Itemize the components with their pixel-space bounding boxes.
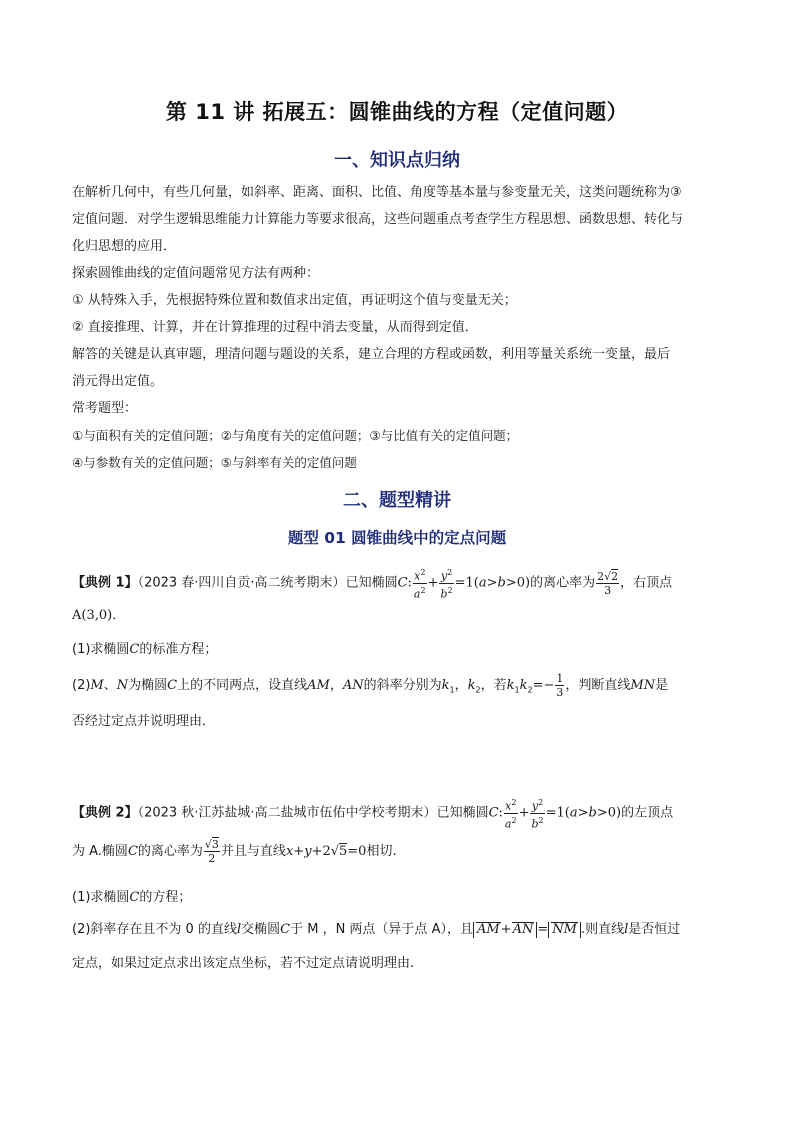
fraction-x2-a2: $\frac{x^2}{a^2}$ [413,568,426,601]
section-heading-knowledge: 一、知识点归纳 [334,150,460,171]
fraction-one-third: $\frac{1}{3}$ [556,672,564,699]
subheading-type-01: 题型 01 圆锥曲线中的定点问题 [287,529,507,547]
eccentricity-2sqrt2-over-3: $\frac{2√2}{3}$ [597,569,619,597]
vector-sum-magnitude: AM+AN [473,922,537,938]
intro-line-7: 解答的关键是认真审题，理清问题与题设的关系，建立合理的方程或函数，利用等量关系统一变量，最后 [72,347,671,362]
example2-question2-cont: 定点，如果过定点求出该定点坐标，若不过定点请说明理由. [72,956,415,971]
intro-line-1: 在解析几何中，有些几何量，如斜率、距离、面积、比值、角度等基本量与参变量无关，这类问题统称为③ [72,185,682,200]
ellipse-equation-rhs: =1(a>b>0) [454,575,531,591]
intro-line-3: 化归思想的应用． [72,239,177,254]
intro-line-10: ①与面积有关的定值问题；②与角度有关的定值问题；③与比值有关的定值问题； [72,428,519,443]
page-title: 第 11 讲 拓展五：圆锥曲线的方程（定值问题） [165,100,629,124]
example1-label: 【典例 1】 [72,575,138,591]
example2-source: （2023 秋·江苏盐城·高二盐城市伍佑中学校考期末） [137,805,437,821]
intro-line-9: 常考题型： [72,401,138,416]
example1-line2: A(3,0)． [72,608,126,623]
example1-question2-cont: 否经过定点并说明理由． [72,714,216,729]
intro-line-2: 定值问题．对学生逻辑思维能力计算能力等要求很高，这些问题重点考查学生方程思想、函数思想、转化与 [72,212,684,227]
intro-line-4: 探索圆锥曲线的定值问题常见方法有两种： [72,266,320,281]
example1-line1: 【典例 1】（2023 春·四川自贡·高二统考期末）已知椭圆C: $\frac{x^2}{a^2}$ + $\frac{y^2}{b^2}$ =1(a>b>0)的离心率为 $\frac{2√2}{3}$ ，右顶点 [72,568,673,601]
example1-question1: (1)求椭圆C的标准方程； [72,642,218,657]
example1-source: （2023 春·四川自贡·高二统考期末） [137,575,346,591]
fraction-y2-b2: $\frac{y^2}{b^2}$ [440,568,453,601]
right-vertex: A(3,0) [72,608,113,623]
example2-question1: (1)求椭圆C的方程； [72,890,192,905]
ellipse-c-symbol: C [397,575,408,591]
vector-mn-magnitude: NM [548,922,581,938]
intro-line-8: 消元得出定值。 [72,374,164,389]
example2-question2: (2)斜率存在且不为 0 的直线l交椭圆C于 M ，N 两点（异于点 A），且 AM+AN = NM .则直线l是否恒过 [72,922,681,937]
section-heading-types: 二、题型精讲 [343,490,451,511]
example2-line2: 为 A.椭圆C的离心率为 $\frac{√3}{2}$ 并且与直线x+y+2√5=0相切. [72,838,397,865]
eccentricity-sqrt3-over-2: $\frac{√3}{2}$ [204,838,219,865]
example2-line1: 【典例 2】（2023 秋·江苏盐城·高二盐城市伍佑中学校考期末）已知椭圆C: $\frac{x^2}{a^2}$ + $\frac{y^2}{b^2}$ =1(a>b>0)的左顶点 [72,798,674,831]
example2-label: 【典例 2】 [72,805,138,821]
intro-line-11: ④与参数有关的定值问题；⑤与斜率有关的定值问题 [72,455,357,470]
tangent-line-equation: x+y+2√5=0 [285,844,367,859]
intro-line-6: ② 直接推理、计算，并在计算推理的过程中消去变量，从而得到定值． [72,320,478,335]
example1-question2: (2)M、N为椭圆C上的不同两点，设直线AM，AN的斜率分别为$k_1$，$k_2$，若$k_1k_2=-$ $\frac{1}{3}$ ，判断直线MN是 [72,672,669,699]
intro-line-5: ① 从特殊入手，先根据特殊位置和数值求出定值，再证明这个值与变量无关； [72,293,517,308]
